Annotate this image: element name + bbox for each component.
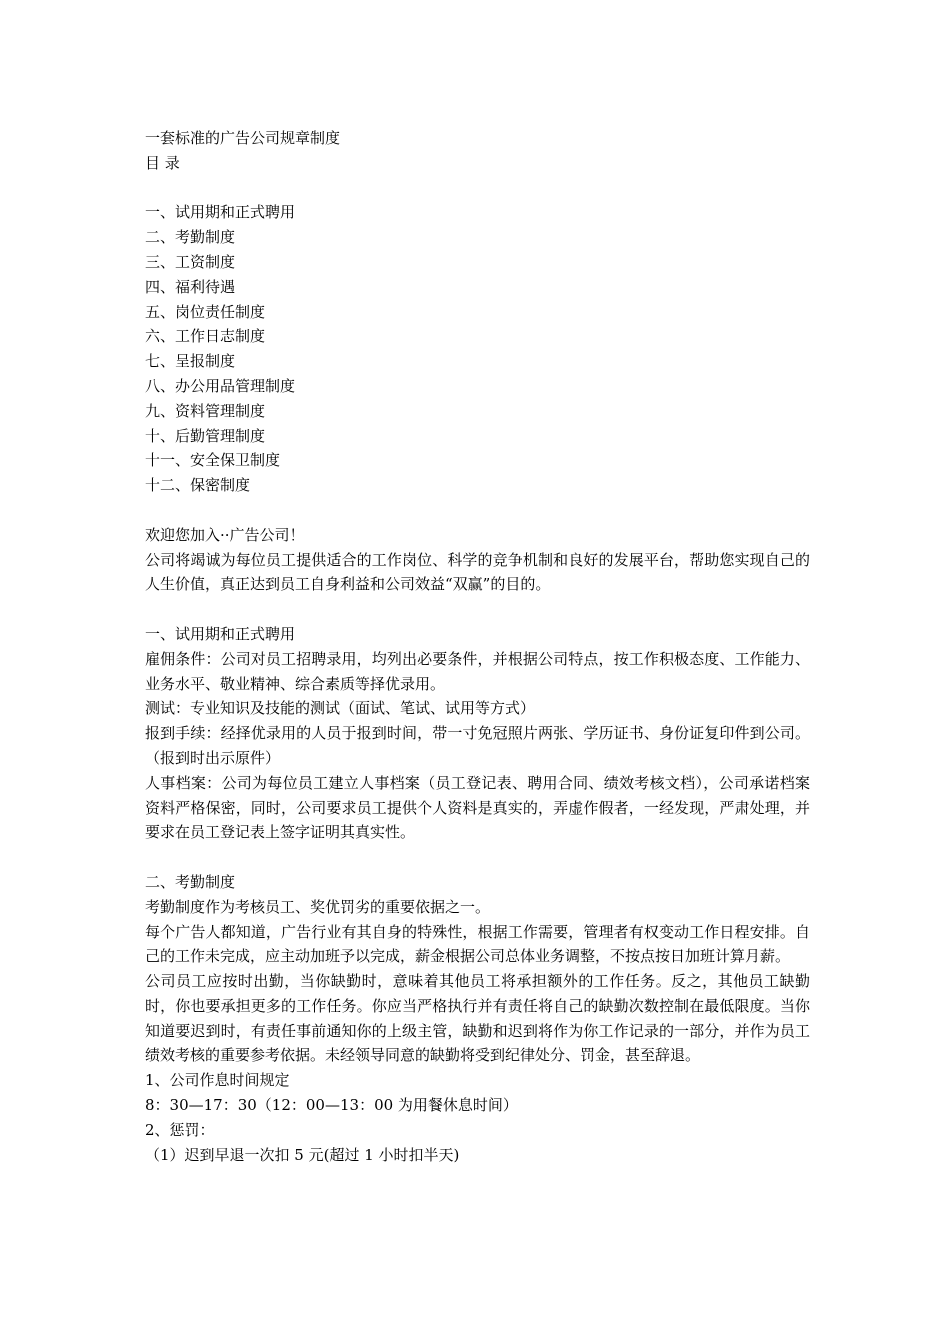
paragraph-personnel-file: 人事档案：公司为每位员工建立人事档案（员工登记表、聘用合同、绩效考核文档），公司承诺档案资料严格保密，同时，公司要求员工提供个人资料是真实的，弄虚作假者，一经发现，严肃处理，并要求在员工登记表上签字证明其真实性。 <box>145 773 810 842</box>
section-heading: 二、考勤制度 <box>145 872 236 891</box>
toc-item: 一、试用期和正式聘用 <box>145 203 296 222</box>
blank-line <box>145 597 810 622</box>
toc-item: 四、福利待遇 <box>145 277 236 296</box>
toc-item: 六、工作日志制度 <box>145 327 266 346</box>
blank-line <box>145 176 810 201</box>
toc-item: 五、岗位责任制度 <box>145 302 266 321</box>
blank-line <box>145 498 810 523</box>
toc-item: 十二、保密制度 <box>145 476 251 495</box>
list-item-detail: （1）迟到早退一次扣 5 元(超过 1 小时扣半天) <box>145 1145 460 1164</box>
section-heading: 一、试用期和正式聘用 <box>145 624 296 643</box>
list-item: 1、公司作息时间规定 <box>145 1071 290 1090</box>
paragraph-testing: 测试：专业知识及技能的测试（面试、笔试、试用等方式） <box>145 699 536 718</box>
toc-item: 九、资料管理制度 <box>145 401 266 420</box>
toc-item: 七、呈报制度 <box>145 352 236 371</box>
toc-item: 八、办公用品管理制度 <box>145 376 296 395</box>
paragraph-onboarding: 报到手续：经择优录用的人员于报到时间，带一寸免冠照片两张、学历证书、身份证复印件到公司。（报到时出示原件） <box>145 724 810 767</box>
table-of-contents <box>145 200 810 498</box>
document-page <box>145 126 810 1167</box>
toc-item: 二、考勤制度 <box>145 228 236 247</box>
section-probation <box>145 622 810 845</box>
document-title: 一套标准的广告公司规章制度 <box>145 129 341 147</box>
toc-item: 三、工资制度 <box>145 252 236 271</box>
section-attendance <box>145 870 810 1168</box>
toc-heading: 目 录 <box>145 153 180 172</box>
list-item: 2、惩罚： <box>145 1120 215 1139</box>
paragraph-industry-nature: 每个广告人都知道，广告行业有其自身的特殊性，根据工作需要，管理者有权变动工作日程安排。自己的工作未完成，应主动加班予以完成，薪金根据公司总体业务调整，不按点按日加班计算月薪。 <box>145 922 810 966</box>
blank-line <box>145 845 810 870</box>
toc-item: 十一、安全保卫制度 <box>145 451 281 470</box>
welcome-text: 欢迎您加入··广告公司！ <box>145 525 305 544</box>
toc-item: 十、后勤管理制度 <box>145 426 266 445</box>
intro-paragraph: 公司将竭诚为每位员工提供适合的工作岗位、科学的竞争机制和良好的发展平台，帮助您实现自己的人生价值，真正达到员工自身利益和公司效益“双赢”的目的。 <box>145 550 810 594</box>
paragraph-attendance-purpose: 考勤制度作为考核员工、奖优罚劣的重要依据之一。 <box>145 897 491 916</box>
paragraph-punctuality: 公司员工应按时出勤，当你缺勤时，意味着其他员工将承担额外的工作任务。反之，其他员工缺勤时，你也要承担更多的工作任务。你应当严格执行并有责任将自己的缺勤次数控制在最低限度。当你知道要迟到时，有责任事前通知你的上级主管，缺勤和迟到将作为你工作记录的一部分，并作为员工绩效考核的重要参考依据。未经领导同意的缺勤将受到纪律处分、罚金，甚至辞退。 <box>145 972 810 1065</box>
paragraph-hiring-conditions: 雇佣条件：公司对员工招聘录用，均列出必要条件，并根据公司特点，按工作积极态度、工作能力、业务水平、敬业精神、综合素质等择优录用。 <box>145 649 810 693</box>
list-item-detail: 8：30—17：30（12：00—13：00 为用餐休息时间） <box>145 1096 518 1115</box>
